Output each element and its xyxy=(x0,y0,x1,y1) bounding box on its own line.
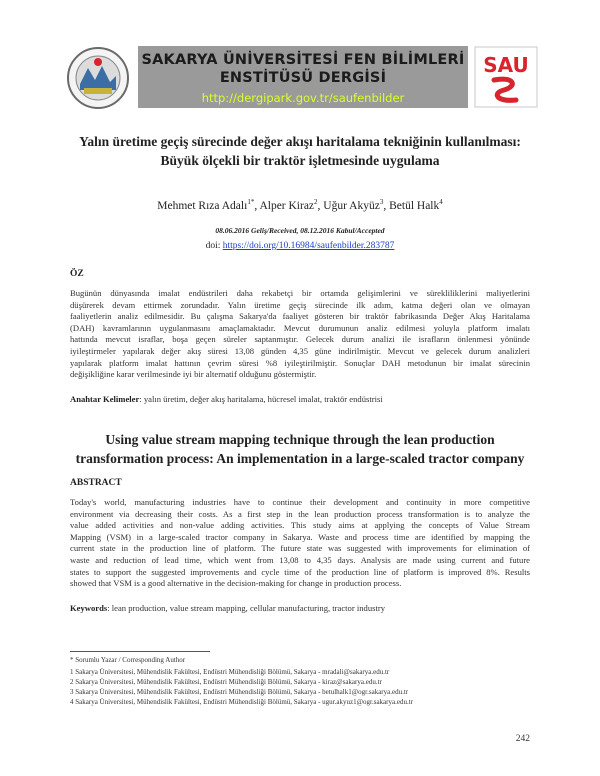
abstract-line: environment via decreasing their costs. As a first step in the lean production process transformation is to analyze the xyxy=(70,508,530,519)
footnote-divider xyxy=(70,651,210,652)
oz-line: düşürerek devam ettirmek zorundadır. Yalın üretime geçiş sürecinde ilk adım, katma değeri olan ve olmayan xyxy=(70,299,530,310)
oz-line: iyileştirmeler yapılarak değer akış süresi 13,08 günden 4,35 güne indirilmiştir. Mevcut ve gelecek durum analizleri xyxy=(70,345,530,356)
oz-line: Bugünün dünyasında imalat endüstrileri daha rekabetçi bir ortamda gelişimlerini ve sürekliliklerini maliyetlerini xyxy=(70,288,530,298)
abstract-paragraph xyxy=(70,497,530,590)
author-name: Uğur Akyüz xyxy=(323,199,380,212)
turkish-title-line-2: Büyük ölçekli bir traktör işletmesinde uygulama xyxy=(160,153,440,168)
oz-paragraph xyxy=(70,288,530,381)
abstract-line: current state in the production line of platform. The future state was suggested with improvements for elimination of xyxy=(70,543,530,554)
author-affiliation: 3 xyxy=(379,198,384,206)
oz-line: yapılarak platform imalat hattının çevrim süresi %8 iyileştirilmiştir. Sonuçlar DAH metodunun bir imalat sürecinin xyxy=(70,357,530,368)
sau-logo-text: SAU xyxy=(483,53,529,77)
author-name: Betül Halk xyxy=(389,199,440,212)
received-accepted-dates: 08.06.2016 Geliş/Received, 08.12.2016 Kabul/Accepted xyxy=(215,226,385,235)
sau-logo-graphic xyxy=(474,46,538,108)
author-list: Mehmet Rıza Adalı$^{1*}$, Alper Kiraz$^2$, Uğur Akyüz$^3$, Betül Halk$^4$ xyxy=(157,198,443,212)
english-title-line-2: transformation process: An implementation in a large-scaled tractor company xyxy=(75,451,525,466)
doi-prefix: doi: xyxy=(205,241,223,251)
journal-title-line-2: ENSTİTÜSÜ DERGİSİ xyxy=(219,70,387,86)
english-keywords xyxy=(70,603,385,613)
abstract-line: waste and reduction of lead time, which went from 13,08 to 4,35 days. Analysis are made using current and future xyxy=(70,554,530,565)
journal-header xyxy=(62,42,540,112)
abstract-line: showed that VSM is a good alternative in the decision-making for change in production process. xyxy=(70,578,402,589)
abstract-line: Mapping (VSM) in a large-scaled tractor company in Sakarya. Waste and process time are identified by mapping the xyxy=(70,531,530,542)
abstract-line: Today's world, manufacturing industries have to continue their development and continuity in more competitive xyxy=(70,497,530,507)
journal-title-line-1: SAKARYA ÜNİVERSİTESİ FEN BİLİMLERİ xyxy=(141,52,465,68)
footnote-affiliation: 2 Sakarya Üniversitesi, Mühendislik Fakültesi, Endüstri Mühendisliği Bölümü, Sakarya - kiraz@sakarya.edu.tr xyxy=(70,678,382,686)
oz-heading: ÖZ xyxy=(70,269,84,279)
oz-line: değişikliğine karar verilmesinde iyi bir alternatif olduğunu göstermiştir. xyxy=(70,369,317,380)
footnote-corresponding-author: * Sorumlu Yazar / Corresponding Author xyxy=(70,656,186,664)
oz-line: hattında mevcut israflar, boşa geçen süreler saptanmıştır. Gelecek durum analizi ile israfların önlenmesi yönünde xyxy=(70,334,530,345)
oz-line: faaliyetlerin analiz edilmesidir. Bu çalışma Sakarya'da faaliyet gösteren bir traktör fabrikasında Değer Akış Haritalama xyxy=(70,311,530,322)
university-seal-logo xyxy=(62,46,134,110)
abstract-line: states to support the suggested improvements and cycle time of the production line of platform is improved 8%. Results xyxy=(70,566,530,577)
seal-graphic xyxy=(62,46,134,110)
turkish-keywords xyxy=(70,394,383,404)
doi-line xyxy=(70,241,530,251)
abstract-line: value added activities and non-value adding activities. This study aims at applying the concepts of Value Stream xyxy=(70,520,530,531)
page-number: 242 xyxy=(515,734,530,744)
footnote-affiliation: 4 Sakarya Üniversitesi, Mühendislik Fakültesi, Endüstri Mühendisliği Bölümü, Sakarya - ugur.akyuz1@ogr.sakarya.edu.tr xyxy=(70,698,413,706)
english-keywords-label: Keywords xyxy=(70,603,108,613)
author-affiliation: 1* xyxy=(247,198,255,206)
author-name: Mehmet Rıza Adalı xyxy=(157,199,248,212)
footnote-affiliation: 1 Sakarya Üniversitesi, Mühendislik Fakültesi, Endüstri Mühendisliği Bölümü, Sakarya - mradali@sakarya.edu.tr xyxy=(70,668,390,676)
footnote-affiliation: 3 Sakarya Üniversitesi, Mühendislik Fakültesi, Endüstri Mühendisliği Bölümü, Sakarya - betulhalk1@ogr.sakarya.edu.tr xyxy=(70,688,409,696)
english-keywords-text: : lean production, value stream mapping, cellular manufacturing, tractor industry xyxy=(107,603,386,613)
author-name: Alper Kiraz xyxy=(259,199,315,212)
turkish-title-line-1: Yalın üretime geçiş sürecinde değer akışı haritalama tekniğinin kullanılması: xyxy=(79,134,521,149)
journal-banner xyxy=(138,46,468,108)
sau-logo xyxy=(474,46,538,108)
oz-line: (DAH) kavramlarının uygulanmasını amaçlamaktadır. Mevcut durumunun analiz edilmesi yoluyla platform imalatı xyxy=(70,322,530,333)
author-affiliation: 4 xyxy=(439,198,443,206)
journal-url-link[interactable]: http://dergipark.gov.tr/saufenbilder xyxy=(201,91,405,105)
abstract-heading: ABSTRACT xyxy=(70,478,122,488)
turkish-keywords-text: : yalın üretim, değer akış haritalama, hücresel imalat, traktör endüstrisi xyxy=(139,394,383,404)
english-title-line-1: Using value stream mapping technique through the lean production xyxy=(105,432,495,447)
author-affiliation: 2 xyxy=(314,198,318,206)
turkish-keywords-label: Anahtar Kelimeler xyxy=(70,394,140,404)
doi-link[interactable]: https://doi.org/10.16984/saufenbilder.283787 xyxy=(222,241,395,251)
